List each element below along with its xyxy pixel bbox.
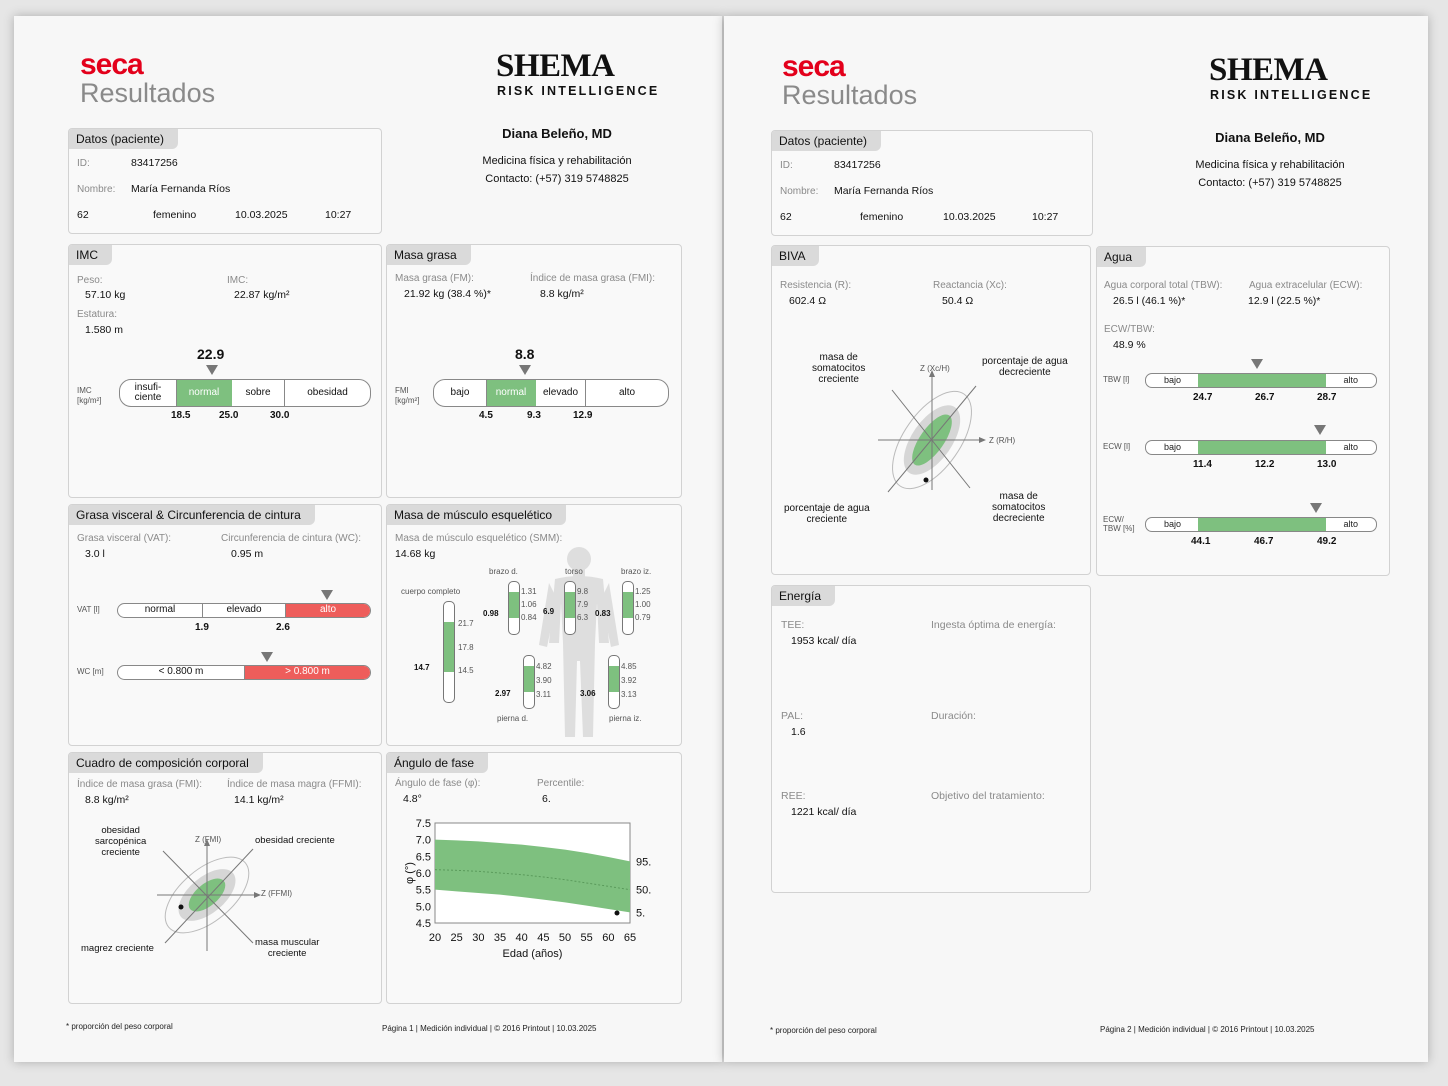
ingesta-label: Ingesta óptima de energía:	[931, 619, 1056, 631]
patient-id: 83417256	[834, 159, 881, 171]
chart-y-tick: 5.0	[415, 901, 431, 914]
ecw-tick: 12.2	[1255, 459, 1275, 470]
patient-box	[68, 128, 382, 234]
chart-x-tick: 65	[623, 932, 637, 944]
vat-value: 3.0 l	[85, 548, 105, 560]
seg-name-torso: torso	[565, 567, 583, 576]
chart-y-tick: 7.0	[415, 834, 431, 847]
fmi-marker-value: 8.8	[515, 346, 535, 362]
patient-time: 10:27	[1032, 211, 1059, 223]
patient-name: María Fernanda Ríos	[131, 183, 231, 195]
vat-seg-alto: alto	[286, 604, 370, 617]
imc-axis-unit: [kg/m²]	[77, 396, 102, 405]
fmi-axis-unit: [kg/m²]	[395, 396, 420, 405]
seca-logo: seca	[80, 48, 143, 81]
seg-lo: 3.13	[621, 690, 637, 699]
tee-label: TEE:	[781, 619, 805, 631]
chart-x-tick: 40	[515, 932, 528, 944]
seg-name-pierna-d: pierna d.	[497, 714, 529, 723]
patient-id-label: ID:	[77, 158, 90, 169]
perc-label: Percentile:	[537, 778, 585, 789]
chart-series-label: 95.	[636, 856, 652, 869]
xc-value: 50.4 Ω	[942, 295, 974, 307]
cuadro-ffmi-value: 14.1 kg/m²	[234, 794, 284, 806]
vat-scale	[117, 603, 371, 618]
agua-box	[1096, 246, 1390, 576]
chart-y-tick: 6.0	[415, 868, 431, 880]
ratio-marker-arrow	[1310, 503, 1322, 513]
fmi-seg-normal: normal	[487, 380, 536, 406]
cuadro-q-tr: obesidad creciente	[255, 835, 335, 846]
imc-box	[68, 244, 382, 498]
tee-value: 1953 kcal/ día	[791, 635, 857, 647]
xc-label: Reactancia (Xc):	[933, 280, 1007, 291]
seg-name-pierna-iz: pierna iz.	[609, 714, 642, 723]
tbw-value: 26.5 l (46.1 %)*	[1113, 295, 1186, 307]
seg-name-cuerpo-completo: cuerpo completo	[401, 587, 461, 596]
biva-title: BIVA	[772, 246, 819, 266]
chart-x-tick: 30	[472, 932, 485, 944]
phase-angle-chart	[387, 809, 679, 979]
patient-name-label: Nombre:	[780, 186, 819, 197]
seg-mid: 1.06	[521, 600, 537, 609]
musculo-title: Masa de músculo esquelético	[387, 505, 566, 525]
vat-tick: 1.9	[195, 622, 209, 633]
seg-lo: 14.5	[458, 666, 474, 675]
ratio-high: alto	[1343, 519, 1358, 529]
cuadro-title: Cuadro de composición corporal	[69, 753, 263, 773]
phi-label: Ángulo de fase (φ):	[395, 778, 481, 789]
seg-value: 0.83	[595, 609, 611, 618]
pal-label: PAL:	[781, 710, 803, 722]
doctor-info	[434, 126, 680, 191]
masa-grasa-box	[386, 244, 682, 498]
doctor-contact: Contacto: (+57) 319 5748825	[485, 173, 629, 185]
energia-title: Energía	[772, 586, 835, 606]
imc-tick: 18.5	[171, 410, 191, 421]
wc-scale	[117, 665, 371, 680]
seg-hi: 21.7	[458, 619, 474, 628]
shema-logo: SHEMA	[496, 48, 615, 84]
cuadro-q-bl: magrez creciente	[81, 943, 154, 954]
peso-label: Peso:	[77, 275, 103, 286]
biva-q-bl: porcentaje de agua creciente	[784, 503, 870, 525]
seg-lo: 3.11	[536, 690, 551, 699]
biva-q-tl: masa de somatocitos creciente	[812, 352, 866, 385]
masa-grasa-title: Masa grasa	[387, 245, 471, 265]
cuadro-z-ffmi: Z (FFMI)	[261, 889, 293, 898]
visceral-box	[68, 504, 382, 746]
patient-name-label: Nombre:	[77, 184, 116, 195]
imc-label: IMC:	[227, 275, 249, 286]
fmi-tick: 4.5	[479, 410, 493, 421]
ratio-low: bajo	[1164, 519, 1182, 529]
wc-seg-low: < 0.800 m	[118, 666, 245, 679]
ecw-high: alto	[1343, 442, 1358, 452]
wc-axis-label: WC [m]	[77, 667, 104, 676]
bar-brazo-d	[508, 581, 520, 635]
seca-logo: seca	[782, 50, 845, 83]
agua-title: Agua	[1097, 247, 1146, 267]
chart-x-tick: 50	[558, 932, 572, 944]
vat-label: Grasa visceral (VAT):	[77, 533, 172, 544]
imc-seg-normal: normal	[177, 380, 232, 406]
chart-x-tick: 25	[450, 932, 463, 944]
smm-label: Masa de músculo esquelético (SMM):	[395, 533, 563, 544]
cuadro-q-tl: obesidad sarcopénica creciente	[95, 825, 147, 858]
seg-hi: 4.85	[621, 662, 637, 671]
estatura-label: Estatura:	[77, 309, 118, 320]
imc-box-title: IMC	[69, 245, 112, 265]
chart-x-tick: 45	[537, 932, 550, 944]
ecw-label: Agua extracelular (ECW):	[1249, 280, 1363, 291]
ratio-tick: 46.7	[1254, 536, 1274, 547]
objetivo-label: Objetivo del tratamiento:	[931, 790, 1045, 802]
energia-box	[771, 585, 1091, 893]
chart-x-tick: 20	[428, 932, 442, 944]
seg-lo: 0.84	[521, 613, 537, 622]
bar-torso	[564, 581, 576, 635]
seg-lo: 6.3	[577, 613, 589, 622]
patient-box-title: Datos (paciente)	[772, 131, 881, 151]
chart-x-tick: 60	[602, 932, 615, 944]
patient-id-label: ID:	[780, 160, 793, 171]
wc-seg-high: > 0.800 m	[245, 666, 370, 679]
seg-hi: 1.25	[635, 587, 651, 596]
fmi-label: Índice de masa grasa (FMI):	[530, 273, 656, 284]
fm-label: Masa grasa (FM):	[395, 273, 474, 284]
imc-marker-value: 22.9	[197, 346, 225, 362]
vat-axis-label: VAT [l]	[77, 605, 100, 614]
ratio-scale	[1145, 517, 1377, 532]
page1-footer: Página 1 | Medición individual | © 2016 Printout | 10.03.2025	[382, 1024, 597, 1033]
risk-intelligence-logo: RISK INTELLIGENCE	[497, 84, 660, 98]
footnote-page2: * proporción del peso corporal	[770, 1026, 877, 1035]
seg-mid: 7.9	[577, 600, 589, 609]
ratio-label: ECW/TBW:	[1104, 324, 1155, 335]
seg-name-brazo-d: brazo d.	[489, 567, 518, 576]
fmi-tick: 9.3	[527, 410, 541, 421]
r-value: 602.4 Ω	[789, 295, 827, 307]
phi-value: 4.8°	[403, 793, 422, 805]
ecw-scale	[1145, 440, 1377, 455]
seg-value: 14.7	[414, 663, 430, 672]
imc-tick: 25.0	[219, 410, 239, 421]
seg-hi: 1.31	[521, 587, 537, 596]
chart-y-tick: 7.5	[415, 818, 431, 830]
biva-box	[771, 245, 1091, 575]
tbw-tick: 24.7	[1193, 392, 1213, 403]
bar-brazo-iz	[622, 581, 634, 635]
vat-seg-elevado: elevado	[203, 604, 286, 617]
cuadro-fmi-value: 8.8 kg/m²	[85, 794, 129, 806]
risk-intelligence-logo: RISK INTELLIGENCE	[1210, 88, 1373, 102]
biva-q-tr: porcentaje de agua decreciente	[982, 356, 1068, 378]
perc-value: 6.	[542, 793, 551, 805]
chart-y-tick: 6.5	[415, 851, 431, 864]
page2-footer: Página 2 | Medición individual | © 2016 Printout | 10.03.2025	[1100, 1025, 1315, 1034]
seg-lo: 0.79	[635, 613, 651, 622]
imc-scale	[119, 379, 371, 407]
cuadro-q-br: masa muscular creciente	[255, 937, 320, 959]
imc-tick: 30.0	[270, 410, 290, 421]
ratio-axis: ECW/ TBW [%]	[1103, 515, 1135, 533]
imc-seg-obesidad: obesidad	[307, 386, 348, 398]
ratio-tick: 44.1	[1191, 536, 1211, 547]
bar-pierna-d	[523, 655, 535, 709]
fmi-axis-label: FMI	[395, 386, 409, 395]
patient-box	[771, 130, 1093, 236]
imc-seg-sobre: sobre	[232, 380, 285, 406]
patient-age: 62	[780, 211, 792, 223]
imc-value: 22.87 kg/m²	[234, 289, 290, 301]
wc-value: 0.95 m	[231, 548, 264, 560]
resultados-title: Resultados	[80, 78, 216, 108]
tbw-label: Agua corporal total (TBW):	[1104, 280, 1223, 291]
angulo-box	[386, 752, 682, 1004]
biva-diagram	[874, 370, 994, 500]
chart-y-axis-label: φ (°)	[404, 862, 416, 884]
resultados-title: Resultados	[782, 80, 918, 110]
cuadro-box	[68, 752, 382, 1004]
pal-value: 1.6	[791, 726, 806, 738]
chart-x-axis-label: Edad (años)	[502, 948, 563, 960]
chart-y-tick: 5.5	[415, 884, 431, 897]
patient-id: 83417256	[131, 157, 178, 169]
seg-hi: 9.8	[577, 587, 589, 596]
doctor-name: Diana Beleño, MD	[502, 126, 612, 141]
cuadro-z-fmi: Z (FMI)	[195, 835, 222, 844]
duracion-label: Duración:	[931, 710, 976, 722]
seg-value: 3.06	[580, 689, 596, 698]
ecw-low: bajo	[1164, 442, 1182, 452]
biva-q-br: masa de somatocitos decreciente	[992, 491, 1046, 524]
page-1	[14, 16, 722, 1062]
patient-name: María Fernanda Ríos	[834, 185, 934, 197]
chart-y-tick: 4.5	[415, 918, 431, 930]
tbw-tick: 28.7	[1317, 392, 1337, 403]
fm-value: 21.92 kg (38.4 %)*	[404, 288, 491, 300]
chart-x-tick: 35	[493, 932, 507, 944]
biva-z-r: Z (R/H)	[989, 436, 1016, 445]
fmi-seg-elevado: elevado	[536, 380, 586, 406]
vat-marker-arrow	[321, 590, 333, 600]
doctor-specialty: Medicina física y rehabilitación	[1195, 159, 1345, 171]
fmi-scale	[433, 379, 669, 407]
chart-series-label: 5.	[636, 907, 646, 920]
patient-time: 10:27	[325, 209, 352, 221]
ratio-tick: 49.2	[1317, 536, 1337, 547]
doctor-name: Diana Beleño, MD	[1215, 130, 1325, 145]
patient-date: 10.03.2025	[943, 211, 996, 223]
imc-marker-arrow	[206, 365, 218, 375]
ecw-value: 12.9 l (22.5 %)*	[1248, 295, 1321, 307]
doctor-specialty: Medicina física y rehabilitación	[482, 155, 632, 167]
estatura-value: 1.580 m	[85, 324, 123, 336]
fmi-seg-bajo: bajo	[434, 380, 487, 406]
patient-box-title: Datos (paciente)	[69, 129, 178, 149]
tbw-scale	[1145, 373, 1377, 388]
seg-hi: 4.82	[536, 662, 552, 671]
patient-date: 10.03.2025	[235, 209, 288, 221]
bar-pierna-iz	[608, 655, 620, 709]
chart-x-tick: 55	[580, 932, 593, 944]
vat-tick: 2.6	[276, 622, 290, 633]
chart-series-label: 50.	[636, 884, 652, 897]
tbw-high: alto	[1343, 375, 1358, 385]
ratio-value: 48.9 %	[1113, 339, 1146, 351]
patient-age: 62	[77, 209, 89, 221]
seg-mid: 3.92	[621, 676, 637, 685]
angulo-title: Ángulo de fase	[387, 753, 488, 773]
ecw-marker-arrow	[1314, 425, 1326, 435]
seg-value: 2.97	[495, 689, 511, 698]
fmi-tick: 12.9	[573, 410, 593, 421]
seg-mid: 3.90	[536, 676, 552, 685]
visceral-title: Grasa visceral & Circunferencia de cintura	[69, 505, 315, 525]
doctor-contact: Contacto: (+57) 319 5748825	[1198, 177, 1342, 189]
seg-value: 0.98	[483, 609, 499, 618]
seg-value: 6.9	[543, 607, 555, 616]
ree-label: REE:	[781, 790, 806, 802]
tbw-low: bajo	[1164, 375, 1182, 385]
seg-name-brazo-iz: brazo iz.	[621, 567, 652, 576]
shema-logo: SHEMA	[1209, 52, 1328, 88]
fmi-marker-arrow	[519, 365, 531, 375]
ree-value: 1221 kcal/ día	[791, 806, 857, 818]
smm-value: 14.68 kg	[395, 548, 436, 560]
patient-sex: femenino	[860, 211, 904, 223]
vat-seg-normal: normal	[118, 604, 203, 617]
patient-sex: femenino	[153, 209, 197, 221]
bar-cuerpo-completo	[443, 601, 455, 703]
seg-mid: 1.00	[635, 600, 651, 609]
imc-seg-insuficiente: insufi- ciente	[120, 380, 177, 406]
seg-mid: 17.8	[458, 643, 474, 652]
wc-label: Circunferencia de cintura (WC):	[221, 533, 362, 544]
cuadro-ffmi-label: Índice de masa magra (FFMI):	[227, 779, 362, 790]
ecw-tick: 13.0	[1317, 459, 1337, 470]
musculo-box	[386, 504, 682, 746]
imc-axis-label: IMC	[77, 386, 92, 395]
ecw-axis: ECW [l]	[1103, 442, 1131, 451]
doctor-info	[1146, 130, 1394, 195]
biva-z-xc: Z (Xc/H)	[920, 364, 950, 373]
cuadro-fmi-label: Índice de masa grasa (FMI):	[77, 779, 203, 790]
peso-value: 57.10 kg	[85, 289, 126, 301]
wc-marker-arrow	[261, 652, 273, 662]
page-2	[724, 16, 1428, 1062]
fmi-value: 8.8 kg/m²	[540, 288, 584, 300]
chart-patient-point	[615, 911, 620, 916]
ecw-tick: 11.4	[1193, 459, 1212, 470]
tbw-axis: TBW [l]	[1103, 375, 1130, 384]
fmi-seg-alto: alto	[618, 386, 636, 398]
footnote-page1: * proporción del peso corporal	[66, 1022, 173, 1031]
tbw-tick: 26.7	[1255, 392, 1275, 403]
r-label: Resistencia (R):	[780, 280, 852, 291]
tbw-marker-arrow	[1251, 359, 1263, 369]
